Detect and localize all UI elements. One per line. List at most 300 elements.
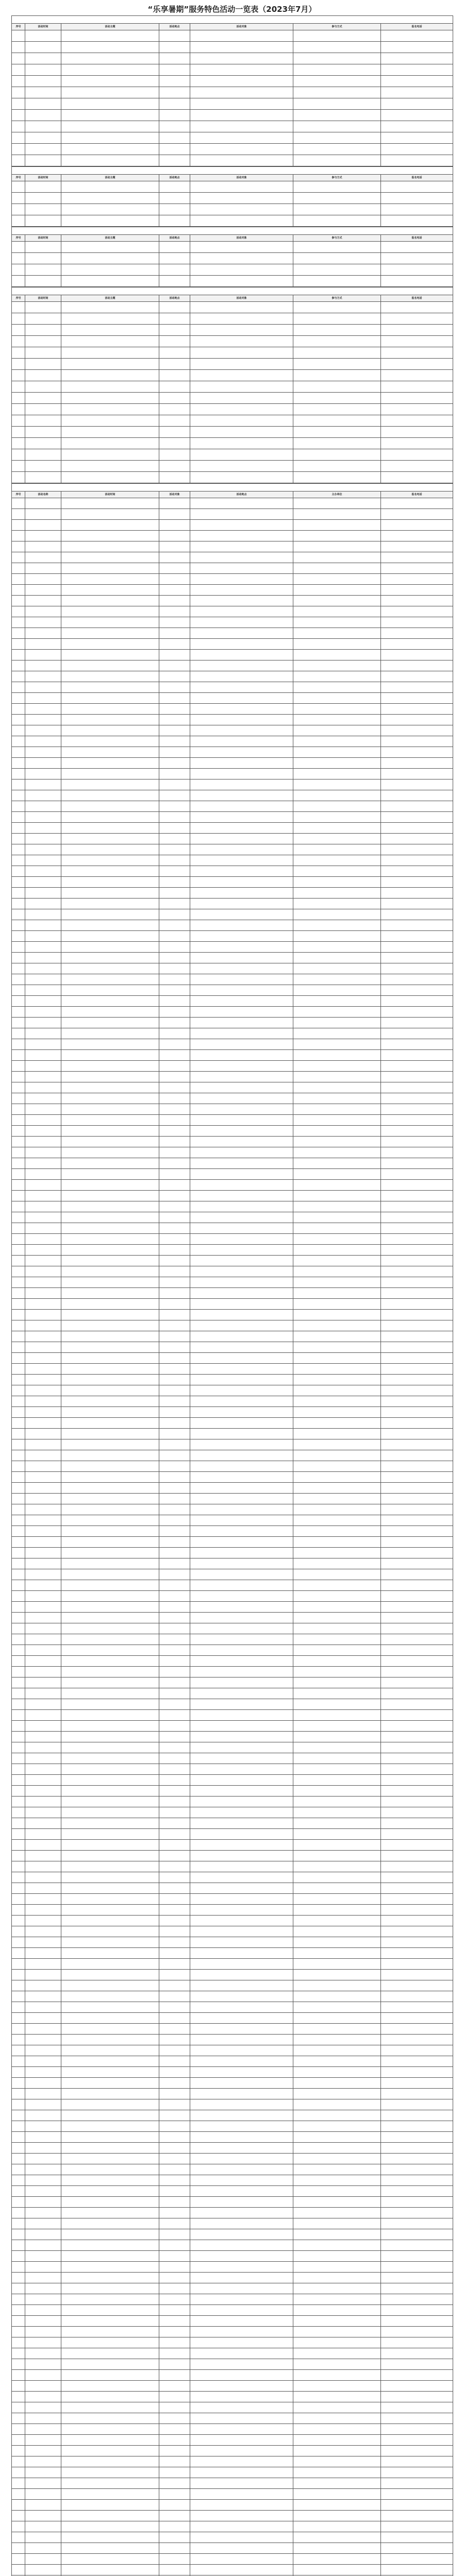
table-row xyxy=(12,359,453,370)
table-cell xyxy=(381,2359,453,2370)
table-cell xyxy=(159,1851,190,1861)
table-cell xyxy=(12,1028,25,1039)
table-cell xyxy=(381,736,453,747)
table-cell xyxy=(190,985,293,996)
table-cell xyxy=(12,1494,25,1504)
table-cell xyxy=(61,2067,159,2078)
table-cell xyxy=(25,2467,61,2478)
table-cell xyxy=(159,1872,190,1883)
table-row xyxy=(12,574,453,585)
table-row xyxy=(12,628,453,639)
table-cell xyxy=(293,1818,381,1829)
table-cell xyxy=(25,812,61,823)
table-cell xyxy=(293,2175,381,2186)
table-cell xyxy=(61,42,159,53)
table-row xyxy=(12,790,453,801)
table-row xyxy=(12,2305,453,2316)
table-cell xyxy=(381,1126,453,1137)
table-cell xyxy=(12,1082,25,1093)
table-row xyxy=(12,1591,453,1602)
table-cell xyxy=(12,639,25,650)
table-cell xyxy=(381,2478,453,2489)
table-cell xyxy=(61,920,159,931)
table-cell xyxy=(293,42,381,53)
table-cell xyxy=(159,1721,190,1732)
table-cell xyxy=(12,336,25,347)
table-cell xyxy=(190,121,293,132)
table-cell xyxy=(293,2359,381,2370)
table-cell xyxy=(159,2294,190,2305)
table-cell xyxy=(159,574,190,585)
table-cell xyxy=(12,2024,25,2035)
table-cell xyxy=(159,1472,190,1483)
table-cell xyxy=(293,1418,381,1429)
table-cell xyxy=(159,920,190,931)
table-cell xyxy=(159,1385,190,1396)
table-cell xyxy=(293,1786,381,1797)
table-cell xyxy=(61,1829,159,1840)
table-cell xyxy=(190,1753,293,1764)
table-row xyxy=(12,1656,453,1667)
table-row xyxy=(12,1483,453,1494)
table-cell xyxy=(159,2067,190,2078)
table-cell xyxy=(293,1905,381,1916)
table-cell xyxy=(12,64,25,76)
table-cell xyxy=(293,1677,381,1688)
table-cell xyxy=(12,2208,25,2218)
table-cell xyxy=(293,844,381,855)
table-cell xyxy=(12,132,25,144)
table-cell xyxy=(25,671,61,682)
table-cell xyxy=(12,2218,25,2229)
section-table xyxy=(11,227,453,287)
table-cell xyxy=(190,1147,293,1158)
table-cell xyxy=(61,1093,159,1104)
column-header: 活动时间 xyxy=(25,24,61,30)
table-cell xyxy=(293,1472,381,1483)
section-title xyxy=(12,287,453,295)
table-cell xyxy=(293,2489,381,2500)
table-cell xyxy=(25,1797,61,1807)
table-cell xyxy=(159,2337,190,2348)
table-cell xyxy=(381,1429,453,1439)
table-row xyxy=(12,2262,453,2273)
table-cell xyxy=(381,1937,453,1948)
table-cell xyxy=(190,2002,293,2013)
table-cell xyxy=(159,264,190,276)
table-cell xyxy=(381,2500,453,2511)
table-cell xyxy=(381,1320,453,1331)
column-header: 活动地点 xyxy=(159,295,190,302)
table-cell xyxy=(190,531,293,541)
table-row xyxy=(12,404,453,415)
table-cell xyxy=(190,2208,293,2218)
table-cell xyxy=(293,1288,381,1299)
table-cell xyxy=(12,2132,25,2143)
column-header: 活动地点 xyxy=(159,235,190,242)
table-cell xyxy=(25,1364,61,1375)
table-cell xyxy=(381,347,453,359)
table-cell xyxy=(293,2348,381,2359)
column-header: 序号 xyxy=(12,492,25,498)
table-cell xyxy=(190,942,293,953)
table-cell xyxy=(12,2013,25,2024)
table-cell xyxy=(61,509,159,520)
table-cell xyxy=(159,370,190,381)
table-cell xyxy=(293,2164,381,2175)
table-cell xyxy=(12,1807,25,1818)
table-cell xyxy=(159,461,190,472)
table-cell xyxy=(159,2229,190,2240)
table-cell xyxy=(190,1266,293,1277)
table-cell xyxy=(190,2251,293,2262)
table-cell xyxy=(61,2348,159,2359)
table-cell xyxy=(25,2402,61,2413)
table-cell xyxy=(25,1807,61,1818)
table-cell xyxy=(25,1623,61,1634)
table-cell xyxy=(293,1299,381,1310)
table-cell xyxy=(12,628,25,639)
table-row xyxy=(12,1515,453,1526)
table-cell xyxy=(190,639,293,650)
table-cell xyxy=(381,415,453,427)
table-cell xyxy=(159,1634,190,1645)
table-cell xyxy=(25,181,61,193)
table-row xyxy=(12,1115,453,1126)
table-row xyxy=(12,1201,453,1212)
table-cell xyxy=(25,404,61,415)
table-row xyxy=(12,541,453,552)
table-cell xyxy=(12,1396,25,1407)
table-cell xyxy=(381,1061,453,1072)
table-cell xyxy=(190,1407,293,1418)
table-cell xyxy=(190,888,293,899)
table-cell xyxy=(12,1753,25,1764)
table-cell xyxy=(381,1591,453,1602)
table-cell xyxy=(190,1797,293,1807)
table-cell xyxy=(381,1472,453,1483)
table-cell xyxy=(12,888,25,899)
table-cell xyxy=(293,974,381,985)
table-cell xyxy=(12,276,25,287)
table-cell xyxy=(381,2154,453,2164)
table-cell xyxy=(293,1558,381,1569)
table-cell xyxy=(293,1991,381,2002)
table-cell xyxy=(25,1093,61,1104)
table-cell xyxy=(25,438,61,449)
table-cell xyxy=(25,359,61,370)
table-cell xyxy=(12,2316,25,2327)
table-cell xyxy=(381,1093,453,1104)
table-cell xyxy=(159,393,190,404)
table-cell xyxy=(12,2348,25,2359)
table-cell xyxy=(25,1429,61,1439)
table-cell xyxy=(293,2478,381,2489)
table-cell xyxy=(25,725,61,736)
table-row xyxy=(12,1018,453,1028)
table-cell xyxy=(12,1331,25,1342)
table-cell xyxy=(159,449,190,461)
table-cell xyxy=(25,2489,61,2500)
table-cell xyxy=(293,866,381,877)
table-cell xyxy=(159,359,190,370)
table-row xyxy=(12,276,453,287)
table-row xyxy=(12,438,453,449)
table-row xyxy=(12,704,453,715)
table-cell xyxy=(12,2121,25,2132)
table-row xyxy=(12,313,453,325)
table-cell xyxy=(25,563,61,574)
table-cell xyxy=(25,42,61,53)
table-cell xyxy=(381,404,453,415)
table-row xyxy=(12,1548,453,1558)
table-cell xyxy=(381,682,453,693)
table-cell xyxy=(12,920,25,931)
table-cell xyxy=(381,87,453,98)
table-cell xyxy=(381,1883,453,1894)
table-row xyxy=(12,509,453,520)
table-cell xyxy=(61,1429,159,1439)
table-row xyxy=(12,1558,453,1569)
table-cell xyxy=(61,585,159,596)
table-cell xyxy=(159,801,190,812)
table-cell xyxy=(61,2316,159,2327)
table-cell xyxy=(25,1147,61,1158)
table-cell xyxy=(61,2565,159,2575)
table-cell xyxy=(25,1234,61,1245)
table-cell xyxy=(293,1331,381,1342)
table-cell xyxy=(190,2424,293,2435)
table-row xyxy=(12,1191,453,1201)
table-cell xyxy=(293,2554,381,2565)
table-cell xyxy=(293,2511,381,2521)
table-cell xyxy=(12,520,25,531)
table-cell xyxy=(293,1310,381,1320)
table-cell xyxy=(381,639,453,650)
table-cell xyxy=(190,953,293,963)
table-row xyxy=(12,98,453,110)
table-cell xyxy=(190,415,293,427)
table-cell xyxy=(190,617,293,628)
table-row xyxy=(12,931,453,942)
table-row xyxy=(12,531,453,541)
table-row xyxy=(12,393,453,404)
table-cell xyxy=(12,393,25,404)
section-title xyxy=(12,227,453,235)
table-cell xyxy=(293,1158,381,1169)
table-cell xyxy=(159,121,190,132)
table-cell xyxy=(25,606,61,617)
table-cell xyxy=(159,2392,190,2402)
table-cell xyxy=(381,1677,453,1688)
table-cell xyxy=(61,1375,159,1385)
table-cell xyxy=(293,438,381,449)
table-cell xyxy=(159,1137,190,1147)
table-cell xyxy=(61,1439,159,1450)
table-cell xyxy=(293,461,381,472)
table-cell xyxy=(190,1093,293,1104)
table-cell xyxy=(25,1072,61,1082)
table-cell xyxy=(61,347,159,359)
table-cell xyxy=(159,98,190,110)
table-row xyxy=(12,1375,453,1385)
table-cell xyxy=(12,1905,25,1916)
table-cell xyxy=(12,834,25,844)
table-cell xyxy=(293,1613,381,1623)
table-cell xyxy=(381,1266,453,1277)
table-cell xyxy=(190,1667,293,1677)
table-cell xyxy=(159,1331,190,1342)
table-cell xyxy=(159,1429,190,1439)
table-cell xyxy=(293,276,381,287)
table-cell xyxy=(12,2381,25,2392)
table-cell xyxy=(293,2132,381,2143)
table-cell xyxy=(293,2543,381,2554)
table-cell xyxy=(12,1018,25,1028)
table-cell xyxy=(159,2251,190,2262)
table-row xyxy=(12,1039,453,1050)
table-cell xyxy=(190,30,293,42)
table-cell xyxy=(61,1007,159,1018)
table-cell xyxy=(159,1656,190,1667)
table-cell xyxy=(381,2402,453,2413)
table-cell xyxy=(190,758,293,769)
table-cell xyxy=(12,671,25,682)
table-cell xyxy=(190,1515,293,1526)
table-cell xyxy=(12,1299,25,1310)
column-header: 活动时间 xyxy=(25,295,61,302)
column-header: 活动主题 xyxy=(61,235,159,242)
table-cell xyxy=(190,1137,293,1147)
table-row xyxy=(12,747,453,758)
table-cell xyxy=(190,671,293,682)
table-cell xyxy=(12,2262,25,2273)
table-row xyxy=(12,1072,453,1082)
table-cell xyxy=(61,1191,159,1201)
table-cell xyxy=(293,1764,381,1775)
table-cell xyxy=(25,2381,61,2392)
table-cell xyxy=(25,472,61,483)
table-cell xyxy=(293,1266,381,1277)
table-row xyxy=(12,1623,453,1634)
table-cell xyxy=(381,2002,453,2013)
table-cell xyxy=(190,1742,293,1753)
table-cell xyxy=(61,1916,159,1926)
table-cell xyxy=(61,1797,159,1807)
table-cell xyxy=(159,2359,190,2370)
table-cell xyxy=(381,942,453,953)
table-row xyxy=(12,606,453,617)
table-cell xyxy=(61,1353,159,1364)
table-cell xyxy=(190,2013,293,2024)
table-cell xyxy=(12,1061,25,1072)
table-cell xyxy=(159,844,190,855)
table-cell xyxy=(293,985,381,996)
table-row xyxy=(12,2392,453,2402)
table-cell xyxy=(25,2262,61,2273)
table-cell xyxy=(381,2316,453,2327)
table-cell xyxy=(381,1667,453,1677)
table-cell xyxy=(61,541,159,552)
table-cell xyxy=(61,1623,159,1634)
table-cell xyxy=(293,98,381,110)
table-cell xyxy=(381,628,453,639)
table-cell xyxy=(12,974,25,985)
table-cell xyxy=(61,866,159,877)
table-cell xyxy=(12,1699,25,1710)
table-cell xyxy=(381,1115,453,1126)
table-cell xyxy=(25,1320,61,1331)
table-cell xyxy=(381,974,453,985)
table-cell xyxy=(61,1764,159,1775)
table-cell xyxy=(293,2370,381,2381)
table-cell xyxy=(159,1115,190,1126)
table-cell xyxy=(25,1948,61,1959)
table-row xyxy=(12,2143,453,2154)
table-row xyxy=(12,1245,453,1256)
table-cell xyxy=(12,1732,25,1742)
table-cell xyxy=(25,1861,61,1872)
table-cell xyxy=(25,325,61,336)
table-cell xyxy=(381,1158,453,1169)
table-cell xyxy=(381,1515,453,1526)
table-cell xyxy=(12,1277,25,1288)
table-cell xyxy=(12,1742,25,1753)
table-cell xyxy=(159,2013,190,2024)
table-cell xyxy=(159,2240,190,2251)
table-cell xyxy=(159,53,190,64)
table-row xyxy=(12,1504,453,1515)
table-cell xyxy=(190,1840,293,1851)
table-cell xyxy=(190,449,293,461)
table-cell xyxy=(61,704,159,715)
table-cell xyxy=(61,1364,159,1375)
table-cell xyxy=(159,1926,190,1937)
table-cell xyxy=(293,242,381,253)
table-cell xyxy=(190,1818,293,1829)
table-cell xyxy=(381,64,453,76)
table-cell xyxy=(381,2381,453,2392)
table-cell xyxy=(159,1320,190,1331)
table-cell xyxy=(25,1916,61,1926)
table-cell xyxy=(12,2240,25,2251)
table-cell xyxy=(381,715,453,725)
table-row xyxy=(12,899,453,909)
table-cell xyxy=(12,1418,25,1429)
table-cell xyxy=(190,1050,293,1061)
table-cell xyxy=(159,639,190,650)
table-cell xyxy=(159,87,190,98)
table-cell xyxy=(293,215,381,227)
table-cell xyxy=(381,985,453,996)
column-header: 序号 xyxy=(12,235,25,242)
table-cell xyxy=(25,1991,61,2002)
table-cell xyxy=(293,769,381,779)
table-cell xyxy=(25,823,61,834)
table-cell xyxy=(381,2164,453,2175)
table-cell xyxy=(190,2294,293,2305)
table-cell xyxy=(61,2467,159,2478)
table-cell xyxy=(293,2327,381,2337)
table-cell xyxy=(381,1201,453,1212)
table-cell xyxy=(381,110,453,121)
table-cell xyxy=(190,2532,293,2543)
table-cell xyxy=(12,2424,25,2435)
table-cell xyxy=(25,541,61,552)
table-cell xyxy=(12,779,25,790)
table-cell xyxy=(381,996,453,1007)
table-cell xyxy=(159,1742,190,1753)
